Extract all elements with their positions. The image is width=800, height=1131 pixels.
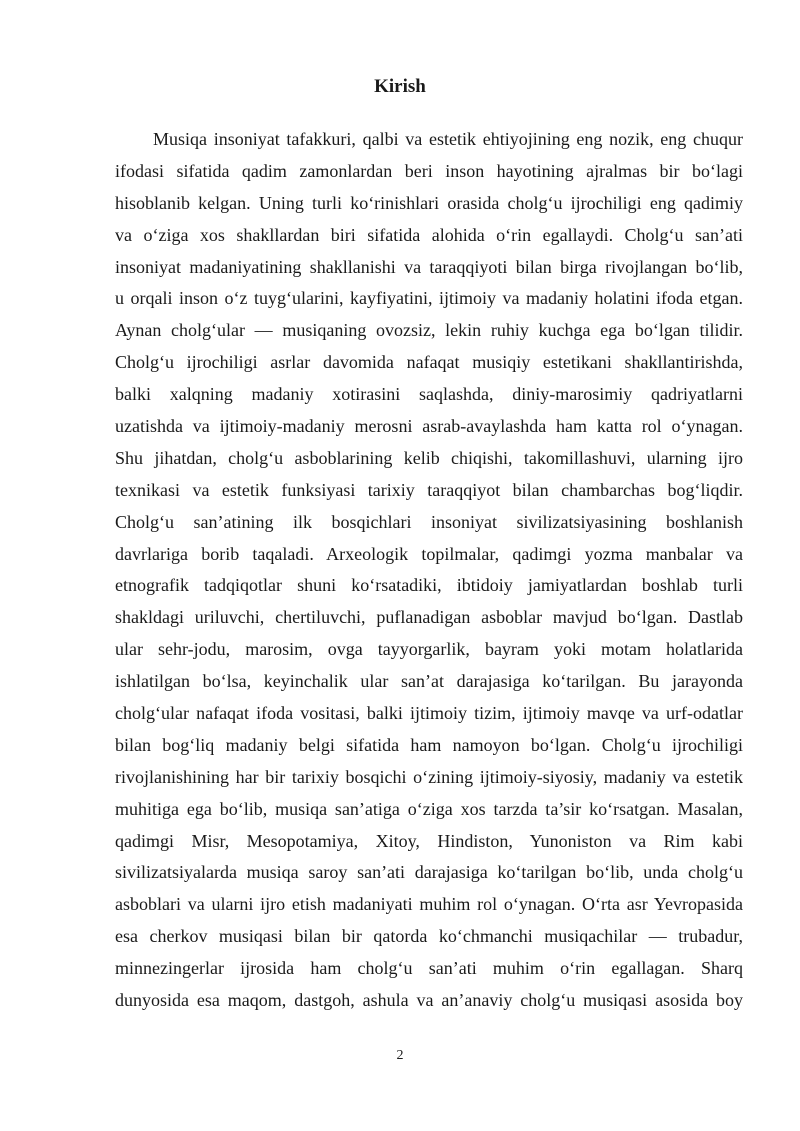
text-line: Aynan cholg‘ular — musiqaning ovozsiz, lekin ruhiy kuchga ega bo‘lgan tilidir. xyxy=(115,320,743,341)
page-number: 2 xyxy=(396,1048,404,1063)
body-paragraph xyxy=(115,124,743,1017)
text-line: insoniyat madaniyatining shakllanishi va taraqqiyoti bilan birga rivojlangan bo‘lib, xyxy=(115,256,743,277)
text-line: muhitiga ega bo‘lib, musiqa san’atiga o‘ziga xos tarzda ta’sir ko‘rsatgan. Masalan, xyxy=(115,798,743,819)
text-line: Cholg‘u ijrochiligi asrlar davomida nafaqat musiqiy estetikani shakllantirishda, xyxy=(115,352,743,373)
text-line: va o‘ziga xos shakllardan biri sifatida alohida o‘rin egallaydi. Cholg‘u san’ati xyxy=(115,224,743,245)
text-line: rivojlanishining har bir tarixiy bosqichi o‘zining ijtimoiy-siyosiy, madaniy va estetik xyxy=(115,766,743,787)
text-line: asboblari va ularni ijro etish madaniyati muhim rol o‘ynagan. O‘rta asr Yevropasida xyxy=(115,894,743,915)
text-line: ishlatilgan bo‘lsa, keyinchalik ular san’at darajasiga ko‘tarilgan. Bu jarayonda xyxy=(115,671,743,692)
text-line: balki xalqning madaniy xotirasini saqlashda, diniy-marosimiy qadriyatlarni xyxy=(115,384,743,405)
text-line: dunyosida esa maqom, dastgoh, ashula va an’anaviy cholg‘u musiqasi asosida boy xyxy=(115,990,743,1011)
text-line: hisoblanib kelgan. Uning turli ko‘rinishlari orasida cholg‘u ijrochiligi eng qadimiy xyxy=(115,192,743,213)
text-line: qadimgi Misr, Mesopotamiya, Xitoy, Hindiston, Yunoniston va Rim kabi xyxy=(115,830,743,851)
text-line: etnografik tadqiqotlar shuni ko‘rsatadiki, ibtidoiy jamiyatlardan boshlab turli xyxy=(115,575,743,596)
text-line: Shu jihatdan, cholg‘u asboblarining kelib chiqishi, takomillashuvi, ularning ijro xyxy=(115,447,743,468)
text-line: cholg‘ular nafaqat ifoda vositasi, balki ijtimoiy tizim, ijtimoiy mavqe va urf-odatlar xyxy=(115,703,743,724)
text-line: texnikasi va estetik funksiyasi tarixiy taraqqiyot bilan chambarchas bog‘liqdir. xyxy=(115,479,743,500)
text-line: shakldagi uriluvchi, chertiluvchi, puflanadigan asboblar mavjud bo‘lgan. Dastlab xyxy=(115,607,743,628)
text-line: bilan bog‘liq madaniy belgi sifatida ham namoyon bo‘lgan. Cholg‘u ijrochiligi xyxy=(115,734,743,755)
text-line: u orqali inson o‘z tuyg‘ularini, kayfiyatini, ijtimoiy va madaniy holatini ifoda etgan. xyxy=(115,288,743,309)
section-title: Kirish xyxy=(374,76,426,97)
text-line: Cholg‘u san’atining ilk bosqichlari insoniyat sivilizatsiyasining boshlanish xyxy=(115,511,743,532)
text-line: Musiqa insoniyat tafakkuri, qalbi va estetik ehtiyojining eng nozik, eng chuqur xyxy=(153,129,743,149)
text-line: ifodasi sifatida qadim zamonlardan beri inson hayotining ajralmas bir bo‘lagi xyxy=(115,160,743,181)
text-line: davrlariga borib taqaladi. Arxeologik topilmalar, qadimgi yozma manbalar va xyxy=(115,543,743,564)
text-line: esa cherkov musiqasi bilan bir qatorda ko‘chmanchi musiqachilar — trubadur, xyxy=(115,926,743,947)
text-line: sivilizatsiyalarda musiqa saroy san’ati darajasiga ko‘tarilgan bo‘lib, unda cholg‘u xyxy=(115,862,743,883)
text-line: uzatishda va ijtimoiy-madaniy merosni asrab-avaylashda ham katta rol o‘ynagan. xyxy=(115,416,743,437)
text-line: ular sehr-jodu, marosim, ovga tayyorgarlik, bayram yoki motam holatlarida xyxy=(115,639,743,660)
text-line: minnezingerlar ijrosida ham cholg‘u san’ati muhim o‘rin egallagan. Sharq xyxy=(115,958,743,979)
